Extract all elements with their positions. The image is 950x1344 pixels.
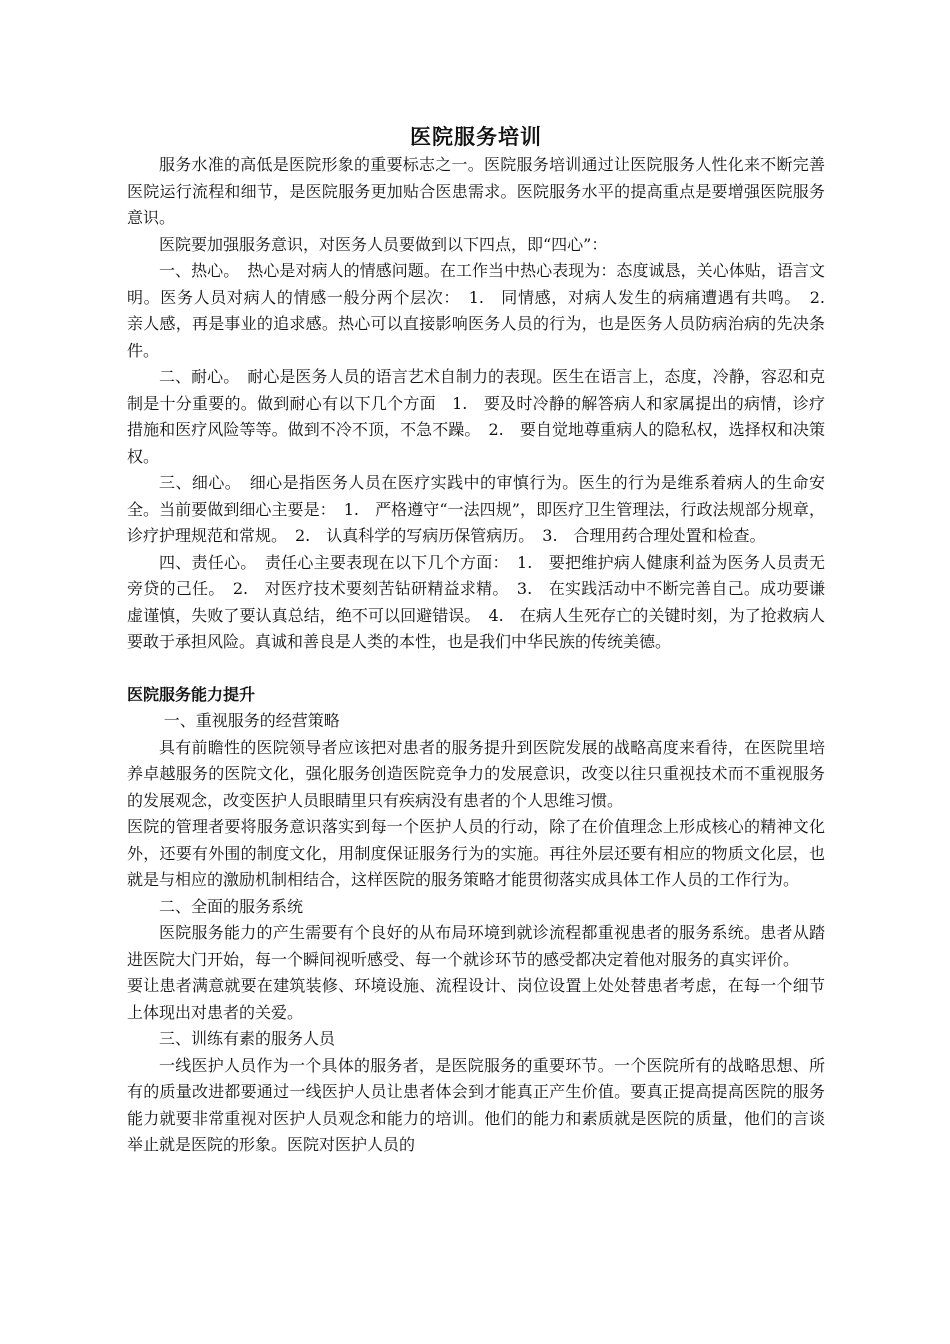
subsection-2-paragraph-1: 医院服务能力的产生需要有个良好的从布局环境到就诊流程都重视患者的服务系统。患者从踏进医院大门开始，每一个瞬间视听感受、每一个就诊环节的感受都决定着他对服务的真实评价。 [127, 923, 825, 969]
heart-paragraph-4: 四、责任心。 责任心主要表现在以下几个方面： 1. 要把维护病人健康利益为医务人员责无旁贷的己任。 2. 对医疗技术要刻苦钻研精益求精。 3. 在实践活动中不断完善自己。成功要谦虚谨慎，失败了要认真总结，绝不可以回避错误。 4. 在病人生死存亡的关键时刻，为了抢救病人要敢于承担风险。真诚和善良是人类的本性，也是我们中华民族的传统美德。 [127, 552, 825, 651]
subsection-2-paragraph-2: 要让患者满意就要在建筑装修、环境设施、流程设计、岗位设置上处处替患者考虑，在每一个细节上体现出对患者的关爱。 [127, 976, 825, 1022]
document-page [127, 122, 842, 1159]
section-heading: 医院服务能力提升 [127, 684, 256, 704]
heart-paragraph-3: 三、细心。 细心是指医务人员在医疗实践中的审慎行为。医生的行为是维系着病人的生命安全。当前要做到细心主要是： 1. 严格遵守“一法四规”，即医疗卫生管理法，行政法规部分规章，诊疗护理规范和常规。 2. 认真科学的写病历保管病历。 3. 合理用药合理处置和检查。 [127, 473, 825, 545]
subsection-2-heading: 二、全面的服务系统 [159, 896, 304, 916]
intro-paragraph-1: 服务水准的高低是医院形象的重要标志之一。医院服务培训通过让医院服务人性化来不断完善医院运行流程和细节，是医院服务更加贴合医患需求。医院服务水平的提高重点是要增强医院服务意识。 [127, 155, 825, 227]
subsection-3-paragraph-1: 一线医护人员作为一个具体的服务者，是医院服务的重要环节。一个医院所有的战略思想、所有的质量改进都要通过一线医护人员让患者体会到才能真正产生价值。要真正提高提高医院的服务能力就要非常重视对医护人员观念和能力的培训。他们的能力和素质就是医院的质量，他们的言谈举止就是医院的形象。医院对医护人员的 [127, 1055, 825, 1154]
heart-paragraph-1: 一、热心。 热心是对病人的情感问题。在工作当中热心表现为：态度诚恳，关心体贴，语言文明。医务人员对病人的情感一般分两个层次： 1. 同情感，对病人发生的病痛遭遇有共鸣。 2. 亲人感，再是事业的追求感。热心可以直接影响医务人员的行为，也是医务人员防病治病的先决条件。 [127, 261, 842, 360]
subsection-1-paragraph-2: 医院的管理者要将服务意识落实到每一个医护人员的行动，除了在价值理念上形成核心的精神文化外，还要有外围的制度文化，用制度保证服务行为的实施。再往外层还要有相应的物质文化层，也就是与相应的激励机制相结合，这样医院的服务策略才能贯彻落实成具体工作人员的工作行为。 [127, 817, 825, 889]
blank-line [127, 656, 825, 682]
document-title: 医院服务培训 [410, 124, 542, 149]
subsection-1-paragraph-1: 具有前瞻性的医院领导者应该把对患者的服务提升到医院发展的战略高度来看待，在医院里培养卓越服务的医院文化，强化服务创造医院竞争力的发展意识，改变以往只重视技术而不重视服务的发展观念，改变医护人员眼睛里只有疾病没有患者的个人思维习惯。 [127, 737, 825, 810]
intro-paragraph-2: 医院要加强服务意识，对医务人员要做到以下四点，即“四心”： [159, 234, 608, 254]
heart-paragraph-2: 二、耐心。 耐心是医务人员的语言艺术自制力的表现。医生在语言上，态度，冷静，容忍和克制是十分重要的。做到耐心有以下几个方面 1. 要及时冷静的解答病人和家属提出的病情，诊疗措施和医疗风险等等。做到不冷不顶，不急不躁。 2. 要自觉地尊重病人的隐私权，选择权和决策权。 [127, 367, 825, 466]
subsection-3-heading: 三、训练有素的服务人员 [159, 1029, 336, 1048]
subsection-1-heading: 一、重视服务的经营策略 [163, 711, 340, 730]
